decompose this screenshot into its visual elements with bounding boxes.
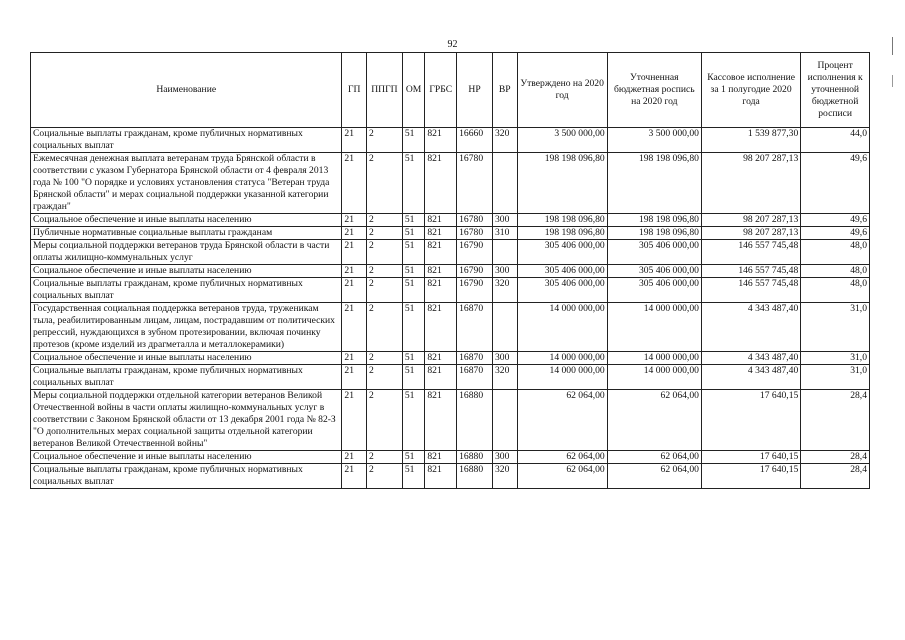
cell-gp: 21 <box>342 451 367 464</box>
cell-om: 51 <box>402 153 425 214</box>
cell-ppgp: 2 <box>367 303 403 352</box>
cell-om: 51 <box>402 451 425 464</box>
cell-approved: 62 064,00 <box>517 451 607 464</box>
header-grbs: ГРБС <box>425 53 457 128</box>
table-row <box>31 214 870 227</box>
cell-name: Государственная социальная поддержка ветеранов труда, труженикам тыла, реабилитированным лицам, лицам, пострадавшим от политических репрессий, нуждающихся в зубном протезировании, включая починку протезов (кроме изделий из драгметалла и металлокерамики) <box>31 303 342 352</box>
cell-ppgp: 2 <box>367 451 403 464</box>
header-approved: Утверждено на 2020 год <box>517 53 607 128</box>
cell-ppgp: 2 <box>367 464 403 489</box>
table-header-row <box>31 53 870 128</box>
cell-cash: 17 640,15 <box>701 464 800 489</box>
cell-om: 51 <box>402 214 425 227</box>
cell-vr: 300 <box>492 214 517 227</box>
table-row <box>31 265 870 278</box>
cell-percent: 49,6 <box>801 214 870 227</box>
table-row <box>31 464 870 489</box>
table-row <box>31 153 870 214</box>
cell-vr: 300 <box>492 352 517 365</box>
table-row <box>31 390 870 451</box>
table-row <box>31 451 870 464</box>
cell-percent: 49,6 <box>801 227 870 240</box>
cell-gp: 21 <box>342 240 367 265</box>
cell-specified: 198 198 096,80 <box>607 153 701 214</box>
cell-grbs: 821 <box>425 390 457 451</box>
cell-approved: 14 000 000,00 <box>517 365 607 390</box>
cell-nr: 16880 <box>457 451 493 464</box>
cell-om: 51 <box>402 240 425 265</box>
cell-name: Социальное обеспечение и иные выплаты населению <box>31 265 342 278</box>
table-body <box>31 128 870 489</box>
cell-name: Социальное обеспечение и иные выплаты населению <box>31 451 342 464</box>
cell-specified: 305 406 000,00 <box>607 265 701 278</box>
cell-specified: 14 000 000,00 <box>607 303 701 352</box>
cell-approved: 198 198 096,80 <box>517 227 607 240</box>
cell-approved: 305 406 000,00 <box>517 265 607 278</box>
cell-nr: 16870 <box>457 365 493 390</box>
cell-name: Ежемесячная денежная выплата ветеранам труда Брянской области в соответствии с указом Губернатора Брянской области от 4 февраля 2013 года № 100 "О порядке и условиях установления статуса "Ветеран труда Брянской области" и мерах социальной поддержки указанной категории граждан" <box>31 153 342 214</box>
cell-percent: 48,0 <box>801 240 870 265</box>
cell-nr: 16790 <box>457 278 493 303</box>
cell-ppgp: 2 <box>367 265 403 278</box>
cell-grbs: 821 <box>425 451 457 464</box>
cell-gp: 21 <box>342 128 367 153</box>
cell-cash: 98 207 287,13 <box>701 227 800 240</box>
cell-name: Социальные выплаты гражданам, кроме публичных нормативных социальных выплат <box>31 365 342 390</box>
cell-grbs: 821 <box>425 303 457 352</box>
cell-specified: 3 500 000,00 <box>607 128 701 153</box>
cell-name: Публичные нормативные социальные выплаты гражданам <box>31 227 342 240</box>
cell-percent: 31,0 <box>801 303 870 352</box>
cell-vr: 320 <box>492 464 517 489</box>
cell-percent: 49,6 <box>801 153 870 214</box>
cell-ppgp: 2 <box>367 128 403 153</box>
cell-nr: 16660 <box>457 128 493 153</box>
cell-grbs: 821 <box>425 464 457 489</box>
cell-gp: 21 <box>342 303 367 352</box>
cell-vr <box>492 153 517 214</box>
table-row <box>31 278 870 303</box>
cell-nr: 16880 <box>457 390 493 451</box>
cell-cash: 4 343 487,40 <box>701 303 800 352</box>
table-row <box>31 128 870 153</box>
cell-grbs: 821 <box>425 352 457 365</box>
table-row <box>31 227 870 240</box>
cell-specified: 305 406 000,00 <box>607 278 701 303</box>
cell-approved: 198 198 096,80 <box>517 153 607 214</box>
cell-vr: 310 <box>492 227 517 240</box>
cell-om: 51 <box>402 128 425 153</box>
cell-approved: 305 406 000,00 <box>517 278 607 303</box>
cell-gp: 21 <box>342 227 367 240</box>
cell-nr: 16790 <box>457 240 493 265</box>
cell-gp: 21 <box>342 153 367 214</box>
cell-ppgp: 2 <box>367 240 403 265</box>
cell-cash: 4 343 487,40 <box>701 352 800 365</box>
header-name: Наименование <box>31 53 342 128</box>
cell-om: 51 <box>402 265 425 278</box>
cell-nr: 16870 <box>457 352 493 365</box>
cell-gp: 21 <box>342 265 367 278</box>
header-specified: Уточненная бюджетная роспись на 2020 год <box>607 53 701 128</box>
cell-percent: 28,4 <box>801 451 870 464</box>
cell-vr: 320 <box>492 365 517 390</box>
cell-name: Меры социальной поддержки ветеранов труда Брянской области в части оплаты жилищно-коммунальных услуг <box>31 240 342 265</box>
cell-percent: 44,0 <box>801 128 870 153</box>
cell-cash: 146 557 745,48 <box>701 278 800 303</box>
cell-specified: 198 198 096,80 <box>607 214 701 227</box>
cell-cash: 146 557 745,48 <box>701 240 800 265</box>
cell-om: 51 <box>402 278 425 303</box>
cell-grbs: 821 <box>425 265 457 278</box>
cell-percent: 31,0 <box>801 365 870 390</box>
cell-specified: 14 000 000,00 <box>607 365 701 390</box>
table-row <box>31 303 870 352</box>
cell-grbs: 821 <box>425 153 457 214</box>
cell-gp: 21 <box>342 365 367 390</box>
cell-grbs: 821 <box>425 214 457 227</box>
cell-cash: 146 557 745,48 <box>701 265 800 278</box>
cell-specified: 62 064,00 <box>607 451 701 464</box>
header-nr: НР <box>457 53 493 128</box>
table-row <box>31 365 870 390</box>
cell-nr: 16780 <box>457 214 493 227</box>
header-vr: ВР <box>492 53 517 128</box>
cell-om: 51 <box>402 464 425 489</box>
header-percent: Процент исполнения к уточненной бюджетной росписи <box>801 53 870 128</box>
cell-percent: 28,4 <box>801 390 870 451</box>
cell-percent: 48,0 <box>801 265 870 278</box>
cell-gp: 21 <box>342 278 367 303</box>
cell-ppgp: 2 <box>367 214 403 227</box>
cell-specified: 198 198 096,80 <box>607 227 701 240</box>
cell-grbs: 821 <box>425 240 457 265</box>
cell-gp: 21 <box>342 214 367 227</box>
cell-approved: 14 000 000,00 <box>517 352 607 365</box>
cell-nr: 16790 <box>457 265 493 278</box>
cell-name: Социальное обеспечение и иные выплаты населению <box>31 352 342 365</box>
cell-om: 51 <box>402 390 425 451</box>
cell-approved: 198 198 096,80 <box>517 214 607 227</box>
cell-cash: 1 539 877,30 <box>701 128 800 153</box>
cell-gp: 21 <box>342 352 367 365</box>
cell-approved: 305 406 000,00 <box>517 240 607 265</box>
cell-percent: 28,4 <box>801 464 870 489</box>
cell-nr: 16880 <box>457 464 493 489</box>
cell-specified: 305 406 000,00 <box>607 240 701 265</box>
budget-execution-table <box>30 52 870 489</box>
cell-ppgp: 2 <box>367 227 403 240</box>
cell-grbs: 821 <box>425 128 457 153</box>
cell-ppgp: 2 <box>367 390 403 451</box>
cell-cash: 17 640,15 <box>701 451 800 464</box>
header-gp: ГП <box>342 53 367 128</box>
cell-nr: 16780 <box>457 227 493 240</box>
header-om: ОМ <box>402 53 425 128</box>
table-row <box>31 240 870 265</box>
cell-cash: 98 207 287,13 <box>701 153 800 214</box>
cell-specified: 62 064,00 <box>607 464 701 489</box>
cell-vr: 300 <box>492 451 517 464</box>
cell-grbs: 821 <box>425 278 457 303</box>
cell-ppgp: 2 <box>367 153 403 214</box>
cell-specified: 62 064,00 <box>607 390 701 451</box>
header-cash: Кассовое исполнение за 1 полугодие 2020 года <box>701 53 800 128</box>
margin-mark <box>892 37 895 55</box>
cell-vr: 320 <box>492 278 517 303</box>
cell-approved: 62 064,00 <box>517 390 607 451</box>
margin-mark <box>892 75 895 87</box>
cell-percent: 31,0 <box>801 352 870 365</box>
table-row <box>31 352 870 365</box>
cell-cash: 4 343 487,40 <box>701 365 800 390</box>
cell-approved: 3 500 000,00 <box>517 128 607 153</box>
cell-gp: 21 <box>342 390 367 451</box>
cell-gp: 21 <box>342 464 367 489</box>
cell-name: Меры социальной поддержки отдельной категории ветеранов Великой Отечественной войны в части оплаты жилищно-коммунальных услуг в соответствии с Законом Брянской области от 13 декабря 2001 года № 82-З "О дополнительных мерах социальной защиты отдельной категории ветеранов Великой Отечественной войны" <box>31 390 342 451</box>
cell-nr: 16780 <box>457 153 493 214</box>
header-ppgp: ППГП <box>367 53 403 128</box>
cell-om: 51 <box>402 227 425 240</box>
cell-om: 51 <box>402 303 425 352</box>
cell-ppgp: 2 <box>367 278 403 303</box>
cell-approved: 14 000 000,00 <box>517 303 607 352</box>
cell-vr: 320 <box>492 128 517 153</box>
cell-cash: 98 207 287,13 <box>701 214 800 227</box>
cell-vr: 300 <box>492 265 517 278</box>
cell-percent: 48,0 <box>801 278 870 303</box>
cell-specified: 14 000 000,00 <box>607 352 701 365</box>
cell-nr: 16870 <box>457 303 493 352</box>
cell-vr <box>492 303 517 352</box>
cell-grbs: 821 <box>425 365 457 390</box>
cell-ppgp: 2 <box>367 365 403 390</box>
cell-vr <box>492 390 517 451</box>
cell-om: 51 <box>402 365 425 390</box>
cell-ppgp: 2 <box>367 352 403 365</box>
page-number: 92 <box>447 39 458 50</box>
cell-grbs: 821 <box>425 227 457 240</box>
cell-name: Социальные выплаты гражданам, кроме публичных нормативных социальных выплат <box>31 278 342 303</box>
cell-approved: 62 064,00 <box>517 464 607 489</box>
cell-vr <box>492 240 517 265</box>
cell-name: Социальные выплаты гражданам, кроме публичных нормативных социальных выплат <box>31 464 342 489</box>
cell-om: 51 <box>402 352 425 365</box>
cell-name: Социальное обеспечение и иные выплаты населению <box>31 214 342 227</box>
cell-cash: 17 640,15 <box>701 390 800 451</box>
cell-name: Социальные выплаты гражданам, кроме публичных нормативных социальных выплат <box>31 128 342 153</box>
